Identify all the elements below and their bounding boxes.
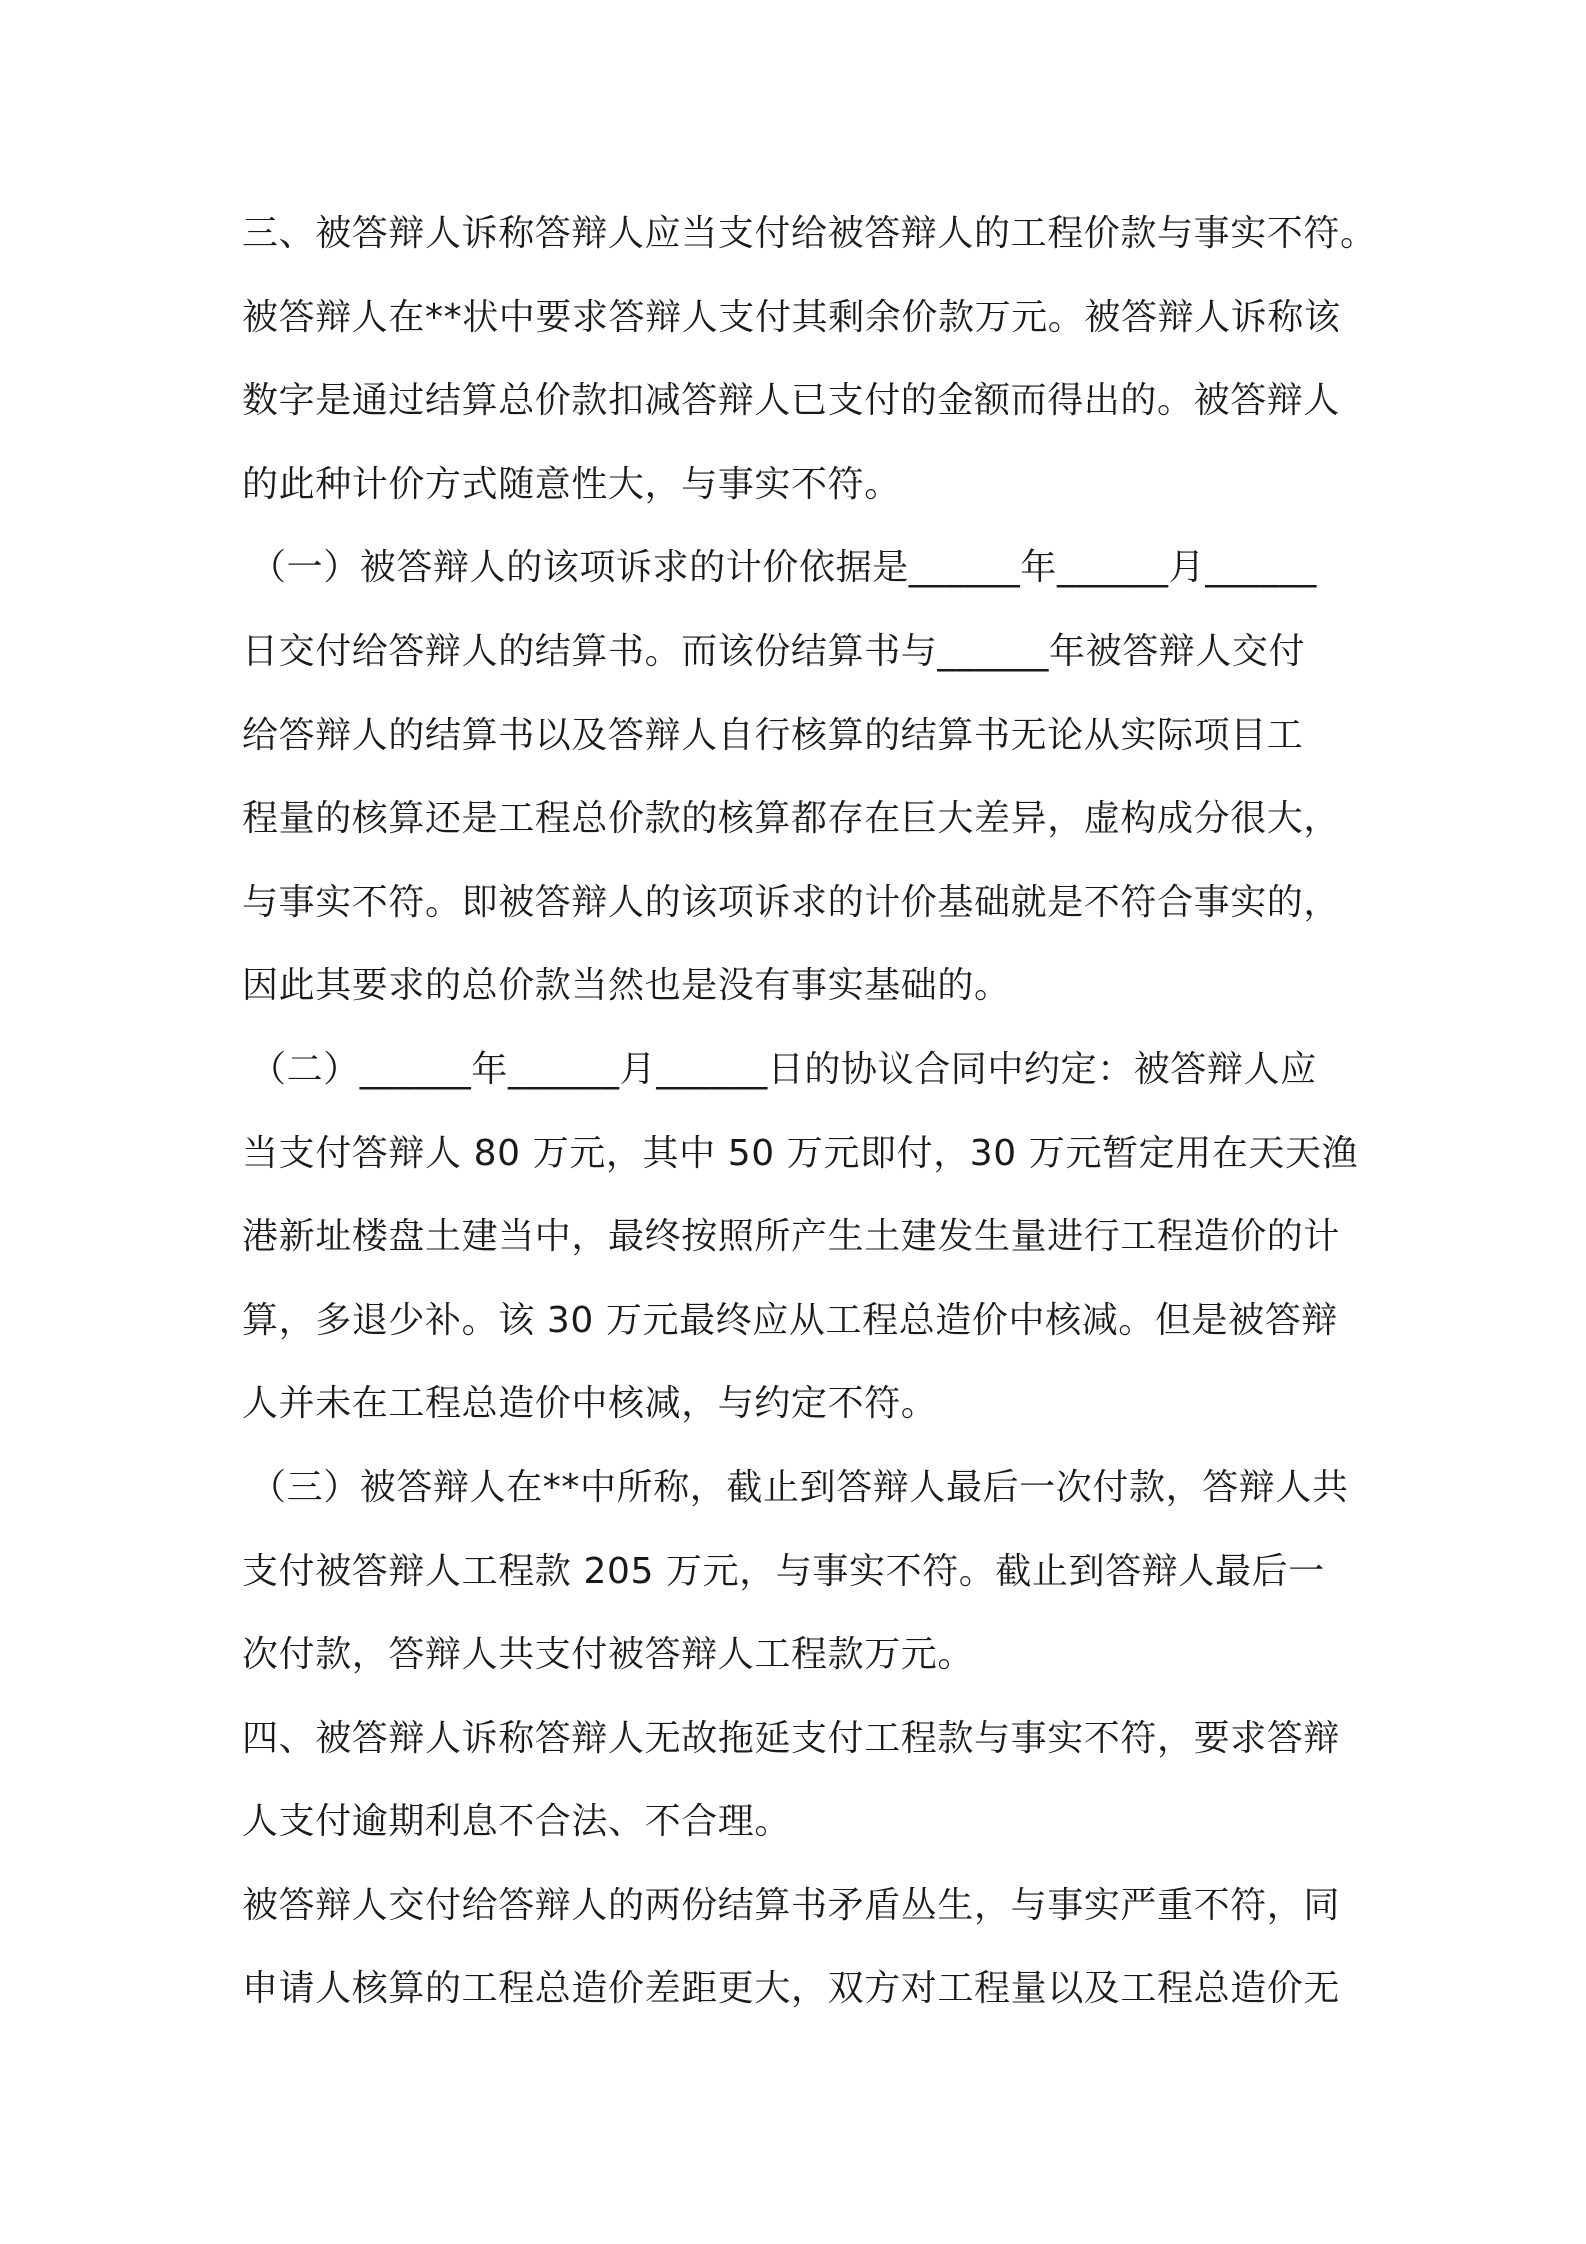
paragraph-line: 被答辩人在**状中要求答辩人支付其剩余价款万元。被答辩人诉称该 xyxy=(242,296,1341,338)
paragraph-line: 日交付给答辩人的结算书。而该份结算书与______年被答辩人交付 xyxy=(242,630,1306,672)
paragraph-line: 数字是通过结算总价款扣减答辩人已支付的金额而得出的。被答辩人 xyxy=(242,380,1341,422)
paragraph-line: 当支付答辩人 80 万元，其中 50 万元即付，30 万元暂定用在天天渔 xyxy=(242,1132,1359,1174)
paragraph-line: 人并未在工程总造价中核减，与约定不符。 xyxy=(242,1383,938,1425)
paragraph-line: 支付被答辩人工程款 205 万元，与事实不符。截止到答辩人最后一 xyxy=(242,1550,1325,1592)
paragraph-line: 给答辩人的结算书以及答辩人自行核算的结算书无论从实际项目工 xyxy=(242,714,1304,756)
item-two-line: （二）______年______月______日的协议合同中约定：被答辩人应 xyxy=(250,1048,1317,1090)
paragraph-line: 申请人核算的工程总造价差距更大，双方对工程量以及工程总造价无 xyxy=(242,1968,1341,2010)
paragraph-line: 与事实不符。即被答辩人的该项诉求的计价基础就是不符合事实的， xyxy=(242,881,1341,923)
paragraph-line: 被答辩人交付给答辩人的两份结算书矛盾丛生，与事实严重不符，同 xyxy=(242,1884,1341,1926)
section-three-heading: 三、被答辩人诉称答辩人应当支付给被答辩人的工程价款与事实不符。 xyxy=(242,213,1377,254)
item-one-line: （一）被答辩人的该项诉求的计价依据是______年______月______ xyxy=(250,547,1317,589)
document-body xyxy=(242,192,1377,2031)
paragraph-line: 的此种计价方式随意性大，与事实不符。 xyxy=(242,463,901,505)
section-four-heading: 四、被答辩人诉称答辩人无故拖延支付工程款与事实不符，要求答辩 xyxy=(242,1717,1341,1759)
paragraph-line: 算，多退少补。该 30 万元最终应从工程总造价中核减。但是被答辩 xyxy=(242,1299,1338,1341)
item-three-line: （三）被答辩人在**中所称，截止到答辩人最后一次付款，答辩人共 xyxy=(250,1466,1349,1508)
paragraph-line: 人支付逾期利息不合法、不合理。 xyxy=(242,1801,792,1843)
paragraph-line: 港新址楼盘土建当中，最终按照所产生土建发生量进行工程造价的计 xyxy=(242,1216,1341,1258)
paragraph-line: 程量的核算还是工程总价款的核算都存在巨大差异，虚构成分很大， xyxy=(242,798,1341,840)
paragraph-line: 因此其要求的总价款当然也是没有事实基础的。 xyxy=(242,965,1011,1007)
paragraph-line: 次付款，答辩人共支付被答辩人工程款万元。 xyxy=(242,1634,975,1676)
